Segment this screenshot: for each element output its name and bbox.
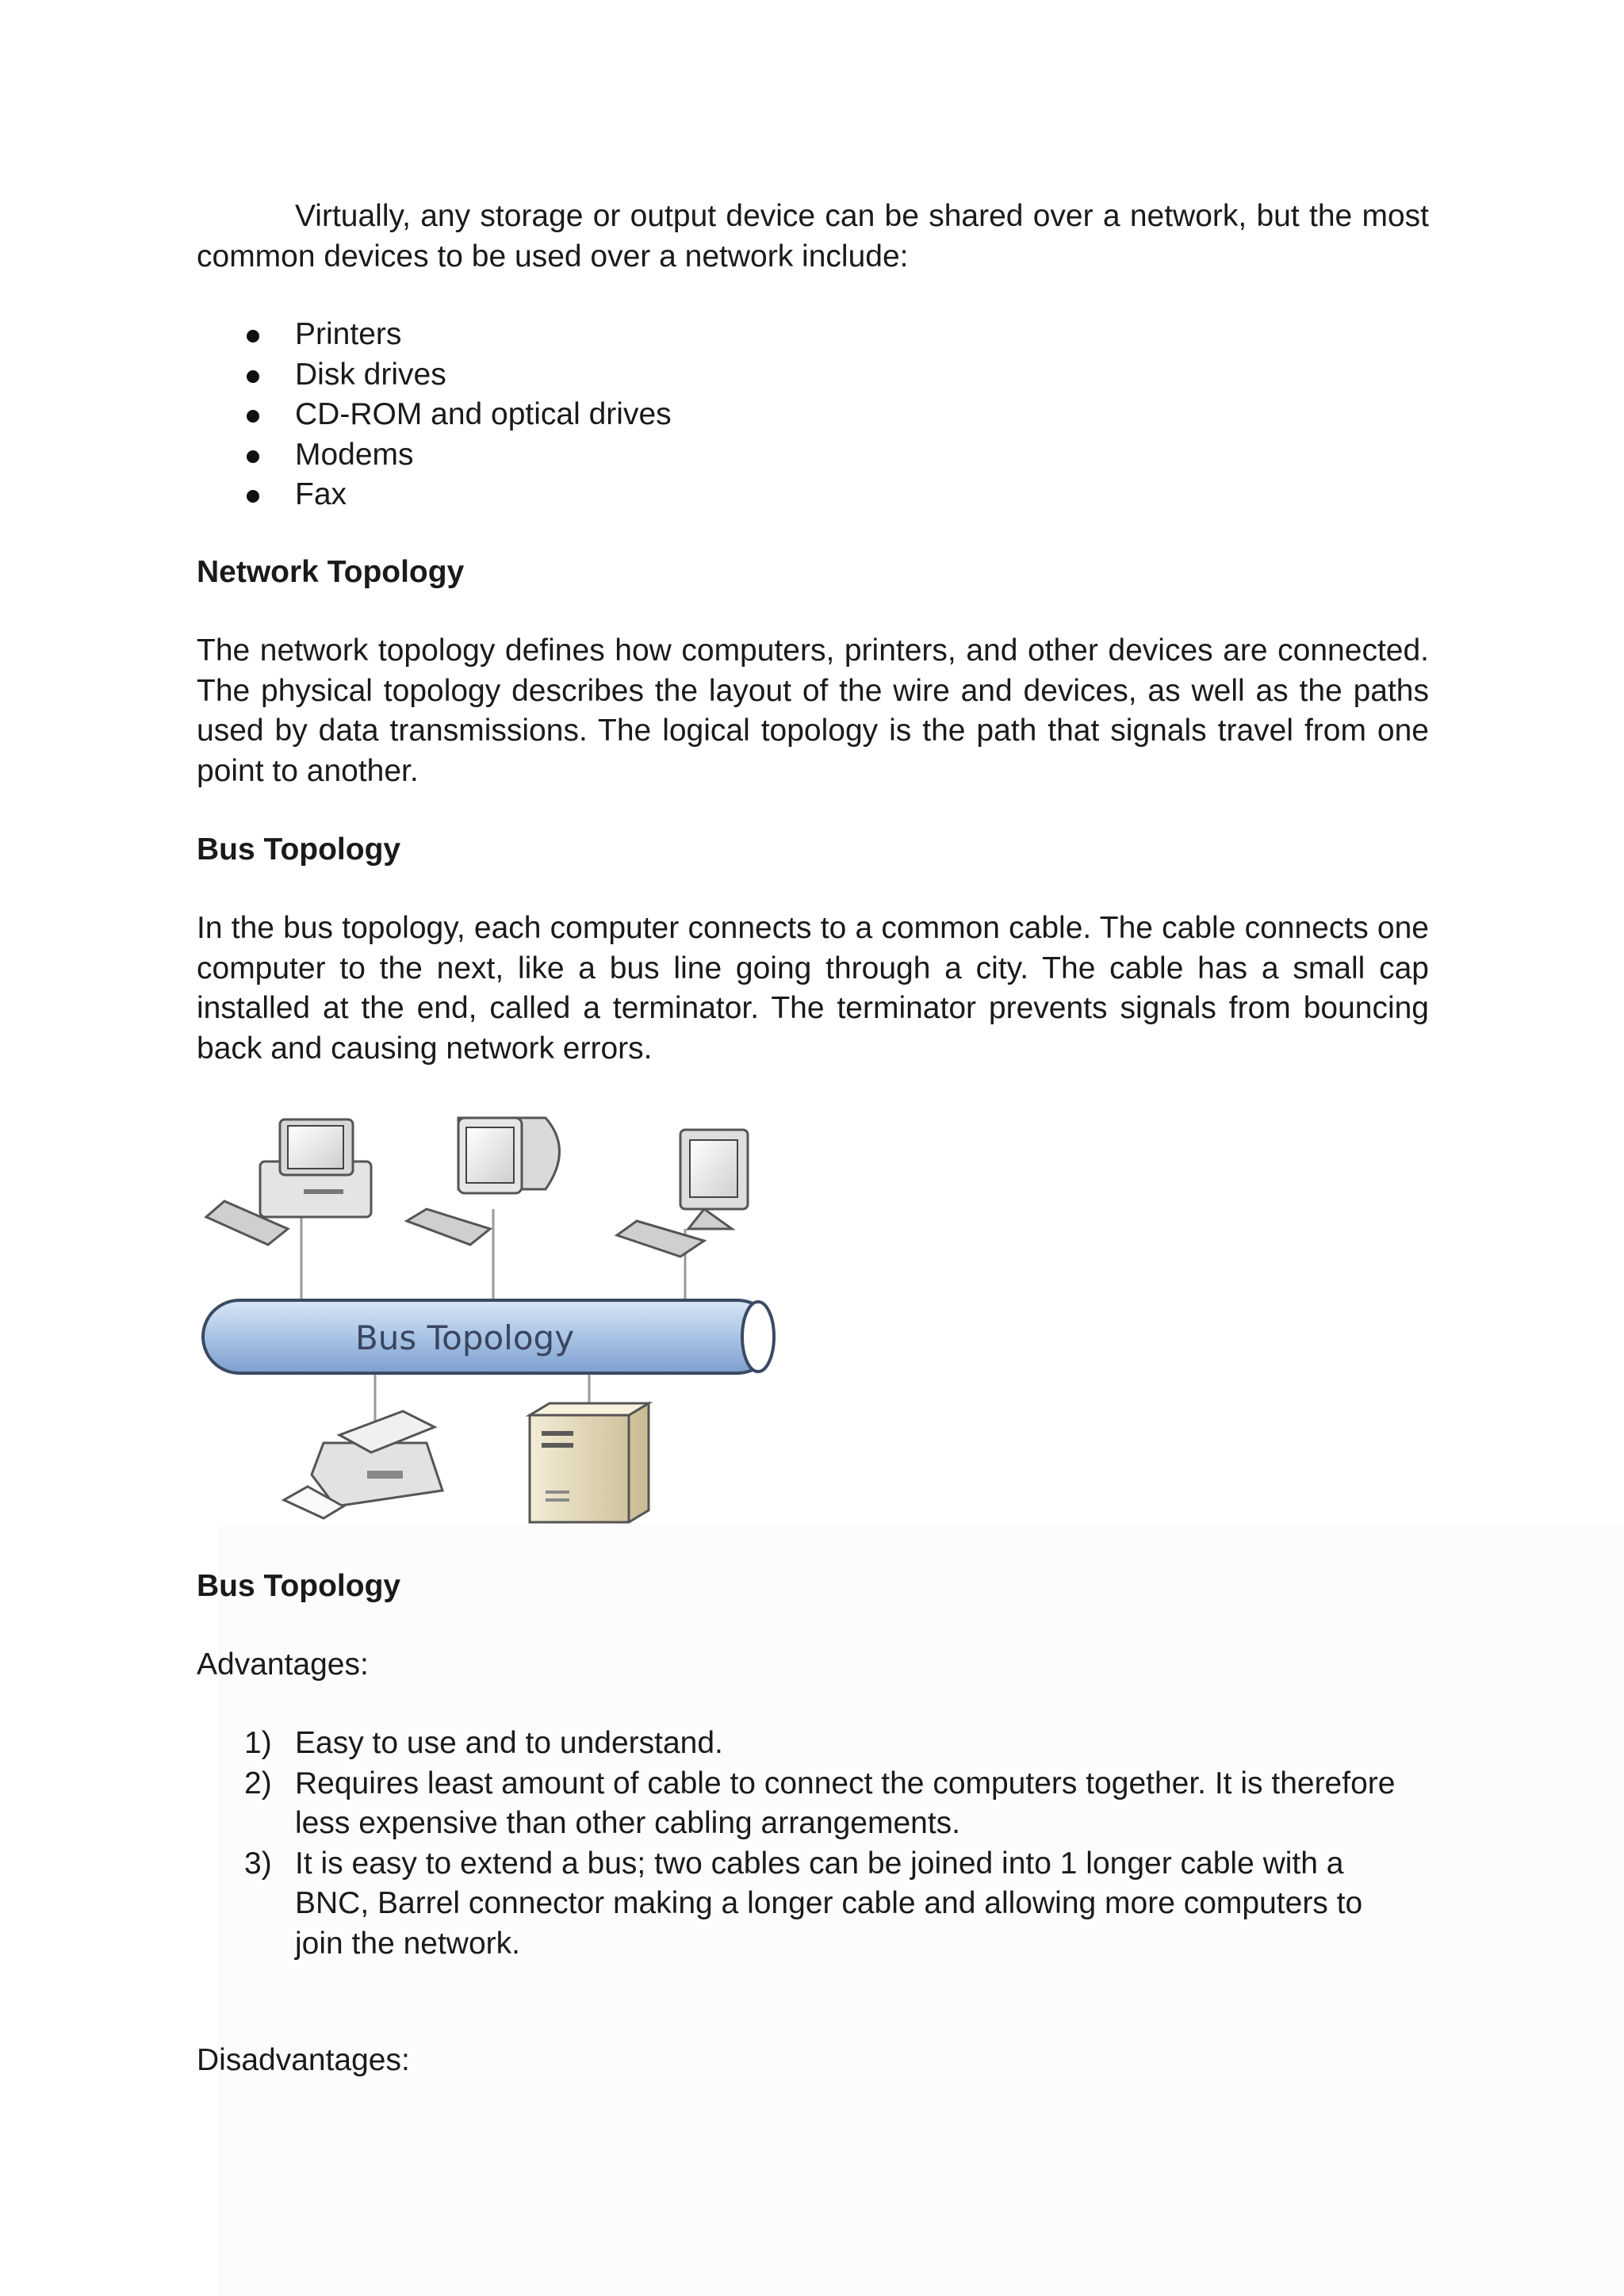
list-item: Printers — [197, 315, 1429, 355]
disadvantages-label: Disadvantages: — [197, 2043, 410, 2077]
list-item: 3) It is easy to extend a bus; two cables can be joined into 1 longer cable with a BNC, Barrel connector making a longer cable and allowing more computers to join the network. — [244, 1846, 1363, 1961]
cable-label: Bus Topology — [354, 1318, 575, 1357]
list-item: Modems — [197, 435, 1429, 476]
list-item: 1) Easy to use and to understand. — [244, 1726, 723, 1760]
crt-monitor-icon — [407, 1118, 560, 1245]
bullet-icon — [247, 330, 259, 342]
network-topology-heading: Network Topology — [197, 555, 465, 589]
printer-icon — [284, 1411, 442, 1518]
bullet-icon — [247, 410, 259, 423]
bus-topology-paragraph: In the bus topology, each computer connects to a common cable. The cable connects one computer to the next, like a bus line going through a city. The cable has a small cap installed at the end, called a terminator. The terminator prevents signals from bouncing back and causing network errors. — [197, 911, 1429, 1066]
bullet-icon — [247, 370, 259, 383]
intro-paragraph: Virtually, any storage or output device can be shared over a network, but the most common devices to be used over a network include: — [197, 199, 1429, 274]
flat-monitor-icon — [617, 1130, 748, 1257]
desktop-computer-icon — [206, 1119, 371, 1245]
server-icon — [530, 1403, 649, 1522]
list-item: Disk drives — [197, 355, 1429, 396]
list-item: 2) Requires least amount of cable to connect the computers together. It is therefore less expensive than other cabling arrangements. — [244, 1766, 1396, 1840]
list-item: CD-ROM and optical drives — [197, 395, 1429, 435]
bus-topology-heading: Bus Topology — [197, 832, 401, 867]
network-topology-paragraph: The network topology defines how computers, printers, and other devices are connected. The physical topology describes the layout of the wire and devices, as well as the paths used by data transmissions. The logical topology is the path that signals travel from one point to another. — [197, 633, 1429, 788]
bullet-icon — [247, 450, 259, 463]
bus-topology-heading-2: Bus Topology — [197, 1569, 401, 1603]
device-list — [197, 315, 1429, 515]
bus-topology-diagram — [197, 1110, 799, 1530]
bullet-icon — [247, 490, 259, 503]
bus-cable — [203, 1300, 774, 1373]
advantages-list — [197, 1724, 1429, 1964]
list-item: Fax — [197, 475, 1429, 515]
advantages-label: Advantages: — [197, 1647, 369, 1682]
